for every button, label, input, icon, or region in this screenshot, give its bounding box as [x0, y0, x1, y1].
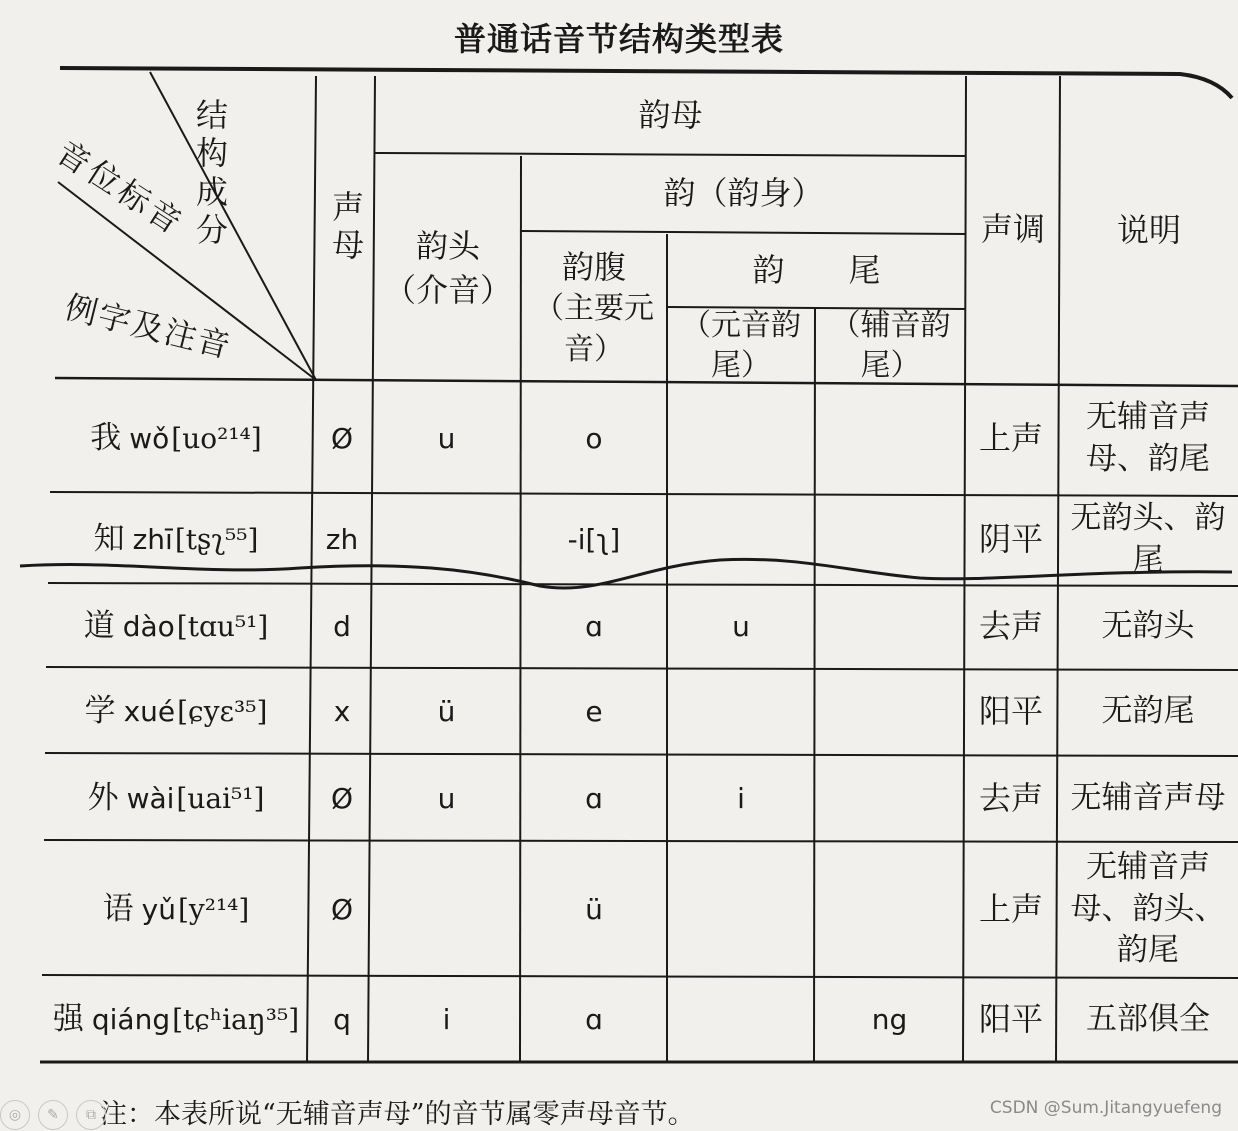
row-tone: 去声 [978, 607, 1043, 646]
header-shengdiao: 声调 [980, 210, 1045, 249]
example-ipa: [ɕyɛ³⁵] [177, 695, 268, 729]
row-yunfu: e [585, 695, 603, 729]
row-tone: 阳平 [978, 692, 1043, 731]
header-phoneme-label: 音位标音 [50, 133, 192, 244]
example-ipa: [uo²¹⁴] [171, 422, 262, 456]
row-yuntou: i [442, 1002, 451, 1036]
header-yun: 韵（韵身） [663, 174, 824, 213]
row-yunwei-v [667, 384, 815, 494]
example-ipa: [uai⁵¹] [176, 781, 265, 815]
row-note: 无辅音声母、韵尾 [1086, 399, 1210, 477]
example-char: 外 [87, 779, 119, 816]
example-pinyin: wài [126, 781, 175, 815]
row-yunwei-c [815, 669, 964, 755]
header-structure-label: 结构成分 [196, 96, 229, 250]
row-yuntou [372, 842, 521, 977]
row-note: 无辅音声母 [1070, 779, 1226, 816]
header-yuntou: 韵头 （介音） [383, 227, 512, 309]
row-yunfu: ü [585, 892, 603, 926]
row-yunwei-c [815, 585, 964, 669]
row-shengmu: zh [325, 522, 359, 556]
row-shengmu: d [333, 610, 351, 644]
image-toolbar [0, 1100, 106, 1130]
row-yuntou: u [437, 781, 456, 815]
row-example [40, 755, 312, 842]
header-example-label: 例字及注音 [61, 287, 236, 366]
header-yunmu: 韵母 [638, 95, 703, 134]
row-example [40, 585, 312, 669]
row-note: 无韵尾 [1101, 693, 1195, 730]
row-yunwei-c [815, 755, 964, 842]
row-shengmu: q [333, 1002, 351, 1036]
row-yuntou: u [437, 422, 456, 456]
row-shengmu: Ø [330, 422, 354, 456]
row-yunwei-v [667, 494, 815, 585]
example-char: 知 [93, 520, 125, 557]
example-ipa: [tɕʰiaŋ³⁵] [172, 1002, 300, 1036]
row-yunfu: -i[ʅ] [567, 522, 621, 556]
row-yunwei-c [815, 384, 964, 494]
row-yunwei-c [815, 842, 964, 977]
row-yunwei-v [667, 669, 815, 755]
row-example [40, 842, 312, 977]
row-note: 无韵头、韵尾 [1070, 499, 1226, 578]
example-char: 语 [102, 890, 134, 927]
example-pinyin: zhī [132, 522, 173, 556]
example-char: 道 [83, 608, 115, 645]
row-yunwei-v [667, 842, 815, 977]
row-example [40, 669, 312, 755]
example-ipa: [y²¹⁴] [177, 892, 250, 926]
header-yunwei-vowel: （元音韵尾） [681, 307, 801, 383]
row-tone: 上声 [978, 889, 1043, 928]
zoom-icon[interactable]: ◎ [0, 1100, 30, 1130]
row-note: 无辅音声母、韵头、韵尾 [1070, 848, 1226, 969]
row-yunfu: ɑ [585, 1002, 603, 1036]
row-yunwei-c: ng [871, 1002, 908, 1036]
header-shengmu: 声母 [327, 190, 366, 266]
row-yunwei-v: i [737, 781, 745, 815]
example-char: 强 [52, 1000, 84, 1037]
row-tone: 阳平 [978, 999, 1043, 1038]
row-yunfu: ɑ [585, 610, 603, 644]
row-yuntou [372, 494, 521, 585]
header-yunwei-consonant: （辅音韵尾） [830, 307, 951, 383]
row-shengmu: Ø [330, 892, 354, 926]
example-char: 学 [84, 693, 116, 730]
row-tone: 上声 [978, 419, 1043, 458]
row-tone: 阴平 [978, 519, 1043, 558]
row-example [40, 494, 312, 585]
example-pinyin: wǒ [129, 422, 170, 456]
row-yuntou [372, 585, 521, 669]
row-shengmu: Ø [330, 781, 354, 815]
row-note: 五部俱全 [1086, 1000, 1210, 1037]
row-example [40, 384, 312, 494]
copy-icon[interactable]: ⧉ [76, 1100, 106, 1130]
row-note: 无韵头 [1101, 608, 1195, 645]
example-pinyin: qiáng [91, 1002, 171, 1036]
example-ipa: [tɑu⁵¹] [176, 610, 269, 644]
row-tone: 去声 [978, 778, 1043, 817]
row-example [40, 977, 312, 1062]
row-yuntou: ü [437, 695, 456, 729]
table-title: 普通话音节结构类型表 [453, 20, 784, 58]
example-pinyin: yǔ [141, 892, 176, 926]
row-yunfu: ɑ [585, 781, 603, 815]
example-char: 我 [90, 420, 122, 457]
watermark: CSDN @Sum.Jitangyuefeng [989, 1098, 1222, 1118]
row-yunwei-v [667, 977, 815, 1062]
row-yunwei-c [815, 494, 964, 585]
header-shuoming: 说明 [1116, 211, 1181, 250]
example-pinyin: xué [123, 695, 176, 729]
example-ipa: [tʂʅ⁵⁵] [174, 522, 259, 556]
edit-icon[interactable]: ✎ [38, 1100, 68, 1130]
row-yunwei-v: u [732, 610, 750, 644]
header-yunwei: 韵 尾 [752, 251, 881, 290]
row-shengmu: x [333, 695, 351, 729]
row-yunfu: o [585, 422, 603, 456]
footnote: 注：本表所说“无辅音声母”的音节属零声母音节。 [100, 1099, 695, 1130]
example-pinyin: dào [122, 610, 175, 644]
header-yunfu: 韵腹 （主要元音） [534, 247, 654, 367]
